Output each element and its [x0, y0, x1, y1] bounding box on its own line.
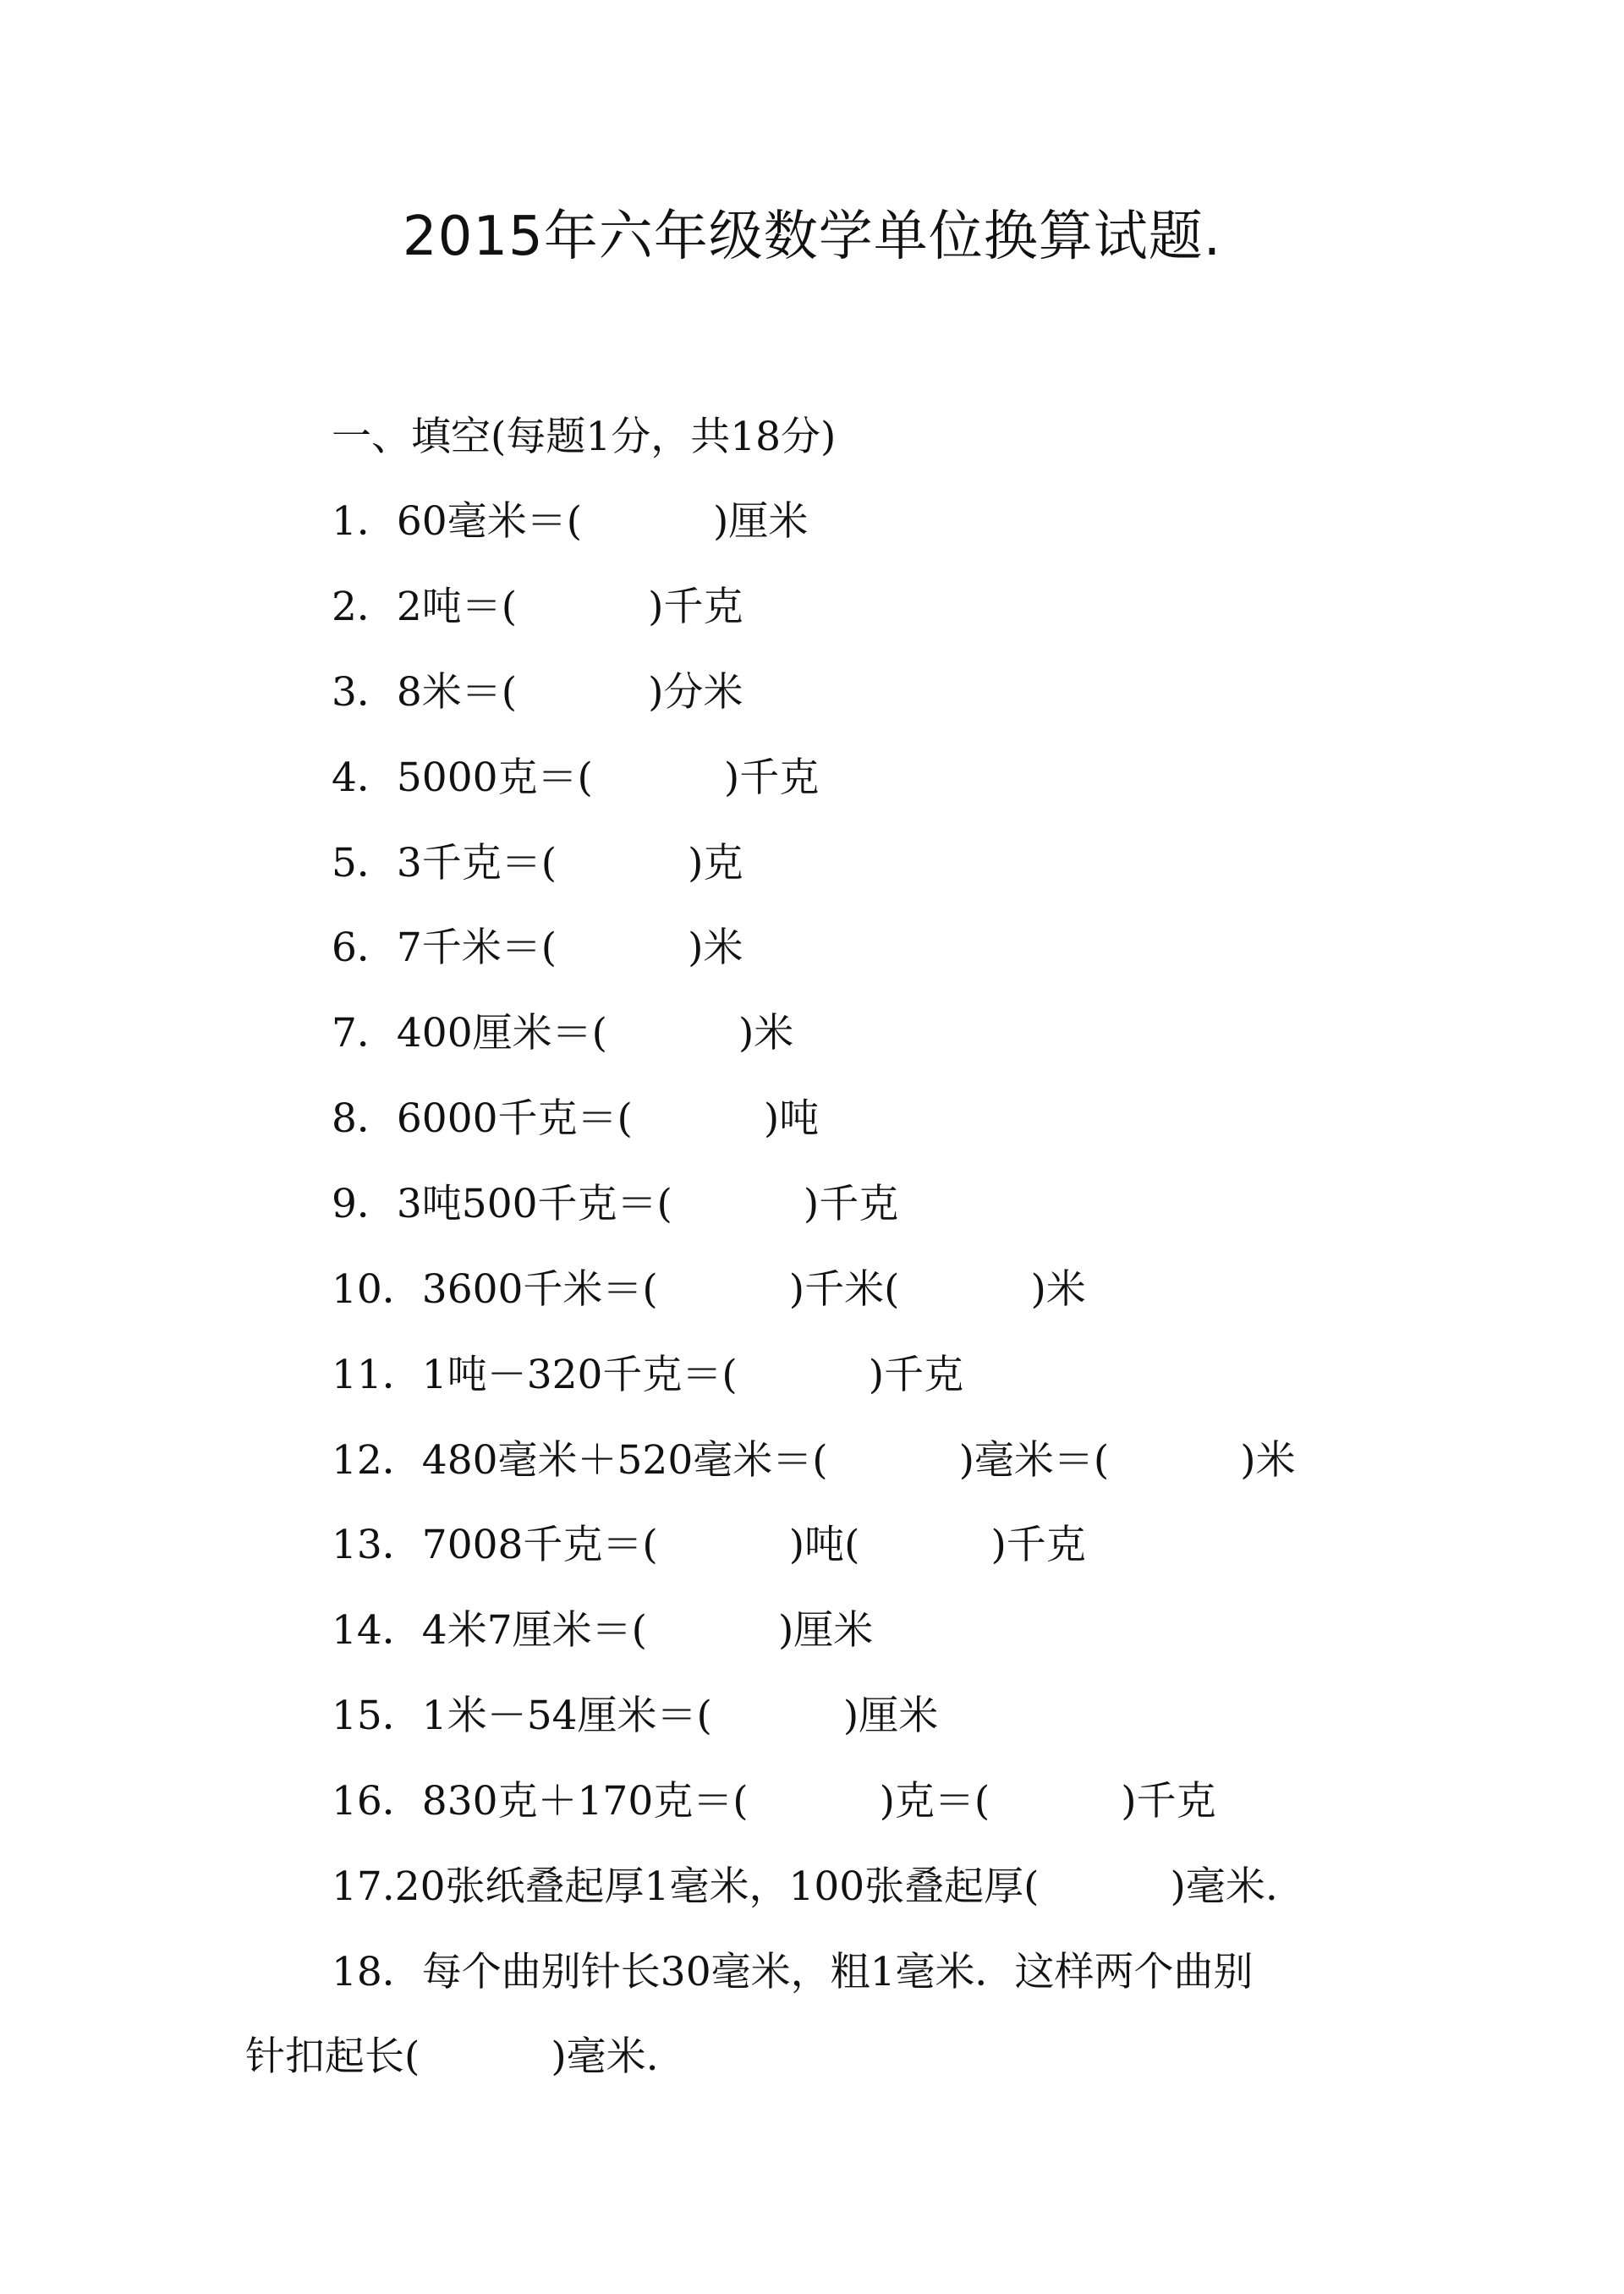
question-text: 15．1米－54厘米＝( — [332, 1693, 712, 1739]
question-text: )千克 — [648, 584, 743, 630]
question-text: )毫米＝( — [958, 1437, 1110, 1484]
question-text: 13．7008千克＝( — [332, 1522, 658, 1568]
question-text: )千克 — [1121, 1778, 1216, 1825]
question-text: )厘米 — [713, 498, 809, 545]
question-text: )千克 — [723, 755, 820, 801]
question-text: )米 — [1030, 1266, 1086, 1313]
question-10 — [332, 1260, 1086, 1320]
question-text: 10．3600千米＝( — [332, 1266, 658, 1313]
question-text: )厘米 — [842, 1693, 939, 1739]
question-text: 3．8米＝( — [332, 669, 518, 716]
question-text: )千米( — [788, 1266, 900, 1313]
question-text: 6．7千米＝( — [332, 925, 557, 971]
question-15 — [332, 1687, 938, 1746]
question-text: )千克 — [803, 1181, 899, 1227]
section-heading: 一、填空(每题1分，共18分) — [332, 414, 837, 460]
question-text: 11．1吨－320千克＝( — [332, 1352, 738, 1398]
question-text: )克＝( — [879, 1778, 990, 1825]
question-16 — [332, 1772, 1216, 1831]
question-8 — [332, 1089, 819, 1149]
question-text: 16．830克＋170克＝( — [332, 1778, 749, 1825]
question-18 — [332, 1943, 1254, 2002]
question-text: )毫米. — [551, 2033, 659, 2080]
question-text: )分米 — [648, 669, 743, 716]
question-6 — [332, 919, 743, 978]
question-text: 7．400厘米＝( — [332, 1010, 607, 1056]
question-5 — [332, 834, 743, 893]
question-17 — [332, 1858, 1278, 1917]
question-text: )米 — [738, 1010, 794, 1056]
worksheet-title: 2015年六年级数学单位换算试题. — [402, 206, 1222, 268]
question-11 — [332, 1346, 963, 1405]
question-text: 4．5000克＝( — [332, 755, 593, 801]
question-18-continued — [245, 2028, 659, 2087]
question-text: 针扣起长( — [245, 2033, 420, 2080]
question-text: 1．60毫米＝( — [332, 498, 583, 545]
question-4 — [332, 749, 819, 808]
question-text: )毫米. — [1170, 1863, 1278, 1910]
question-text: )米 — [688, 925, 743, 971]
question-text: )米 — [1240, 1437, 1296, 1484]
question-12 — [332, 1431, 1296, 1490]
question-9 — [332, 1175, 898, 1234]
question-text: )吨( — [788, 1522, 860, 1568]
question-text: 8．6000千克＝( — [332, 1095, 633, 1142]
question-1 — [332, 492, 808, 552]
question-text: 14．4米7厘米＝( — [332, 1607, 647, 1654]
question-2 — [332, 578, 743, 637]
question-7 — [332, 1004, 793, 1063]
question-text: 5．3千克＝( — [332, 840, 557, 886]
question-text: )千克 — [868, 1352, 964, 1398]
question-text: 2．2吨＝( — [332, 584, 518, 630]
question-text: 18．每个曲别针长30毫米，粗1毫米．这样两个曲别 — [332, 1949, 1254, 1995]
question-text: )千克 — [990, 1522, 1086, 1568]
question-text: 12．480毫米＋520毫米＝( — [332, 1437, 828, 1484]
question-14 — [332, 1601, 873, 1660]
question-text: )吨 — [763, 1095, 820, 1142]
question-text: )厘米 — [777, 1607, 874, 1654]
question-3 — [332, 663, 743, 722]
question-text: 9．3吨500千克＝( — [332, 1181, 672, 1227]
question-text: 17.20张纸叠起厚1毫米，100张叠起厚( — [332, 1863, 1040, 1910]
question-13 — [332, 1516, 1086, 1575]
question-text: )克 — [688, 840, 743, 886]
